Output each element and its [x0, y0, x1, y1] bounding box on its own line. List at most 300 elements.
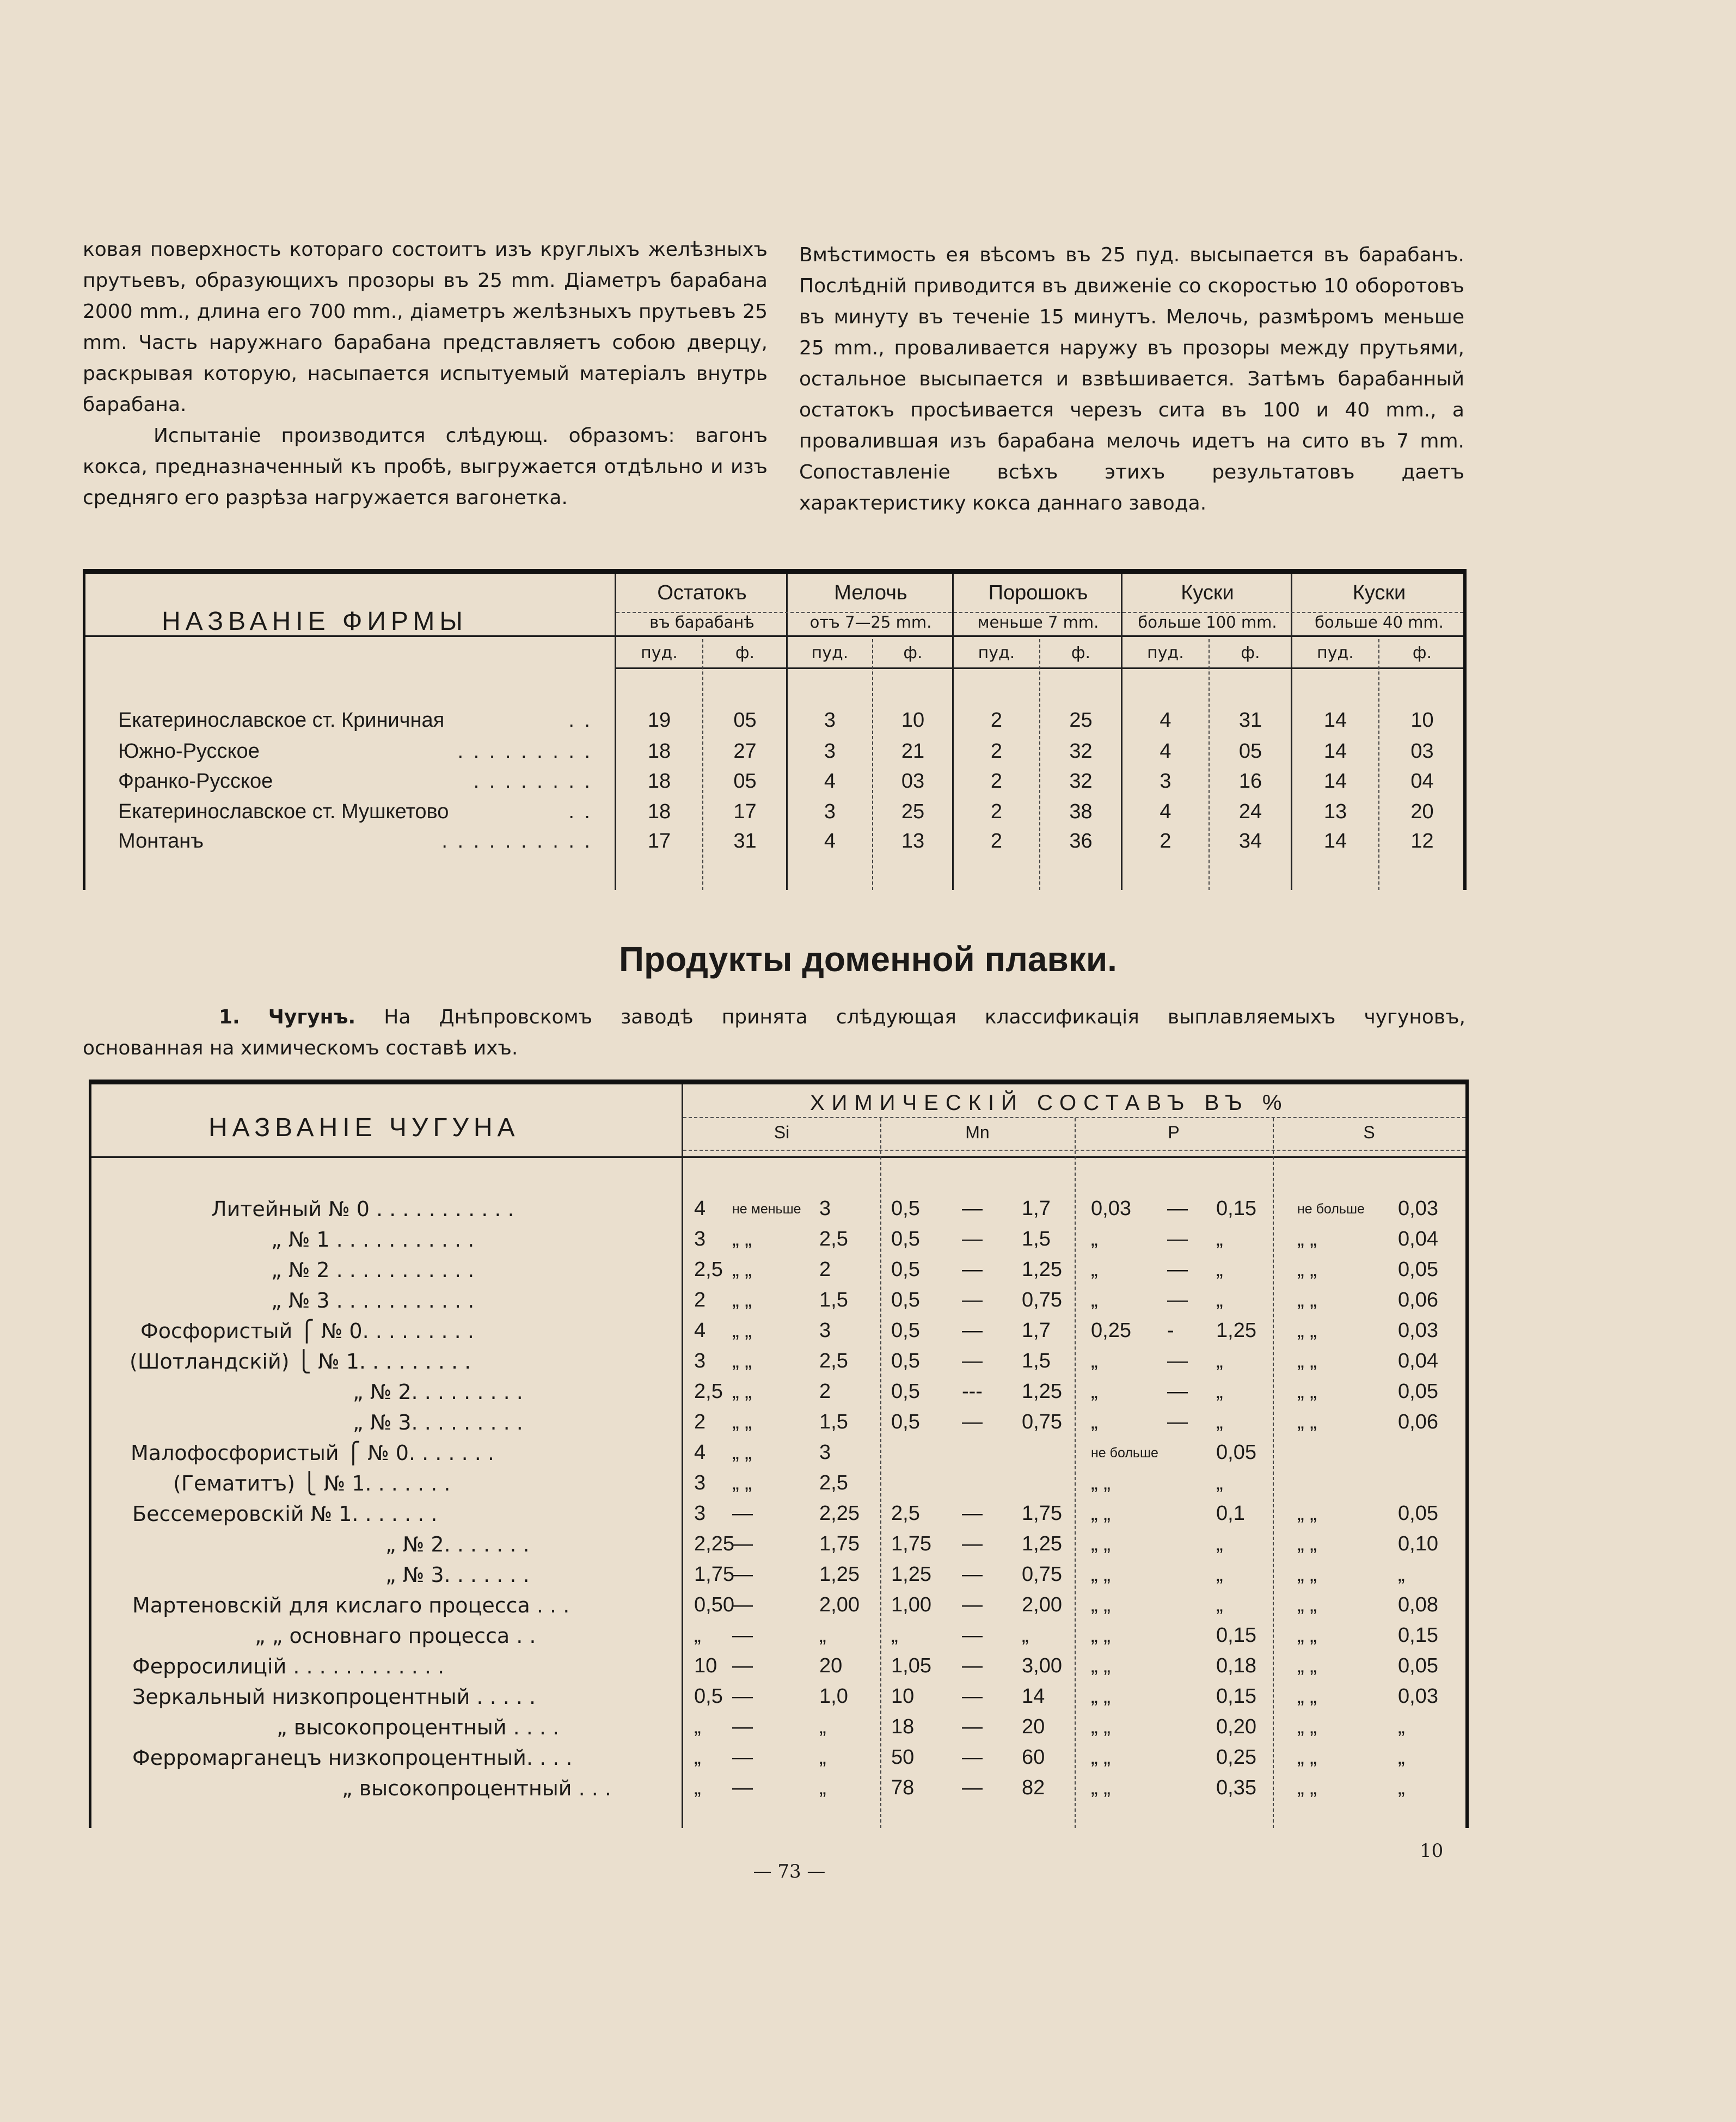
mn-value: — [962, 1228, 983, 1250]
p-value: „ [1216, 1350, 1223, 1372]
s-value: 0,05 [1398, 1258, 1438, 1281]
mn-value: 50 [891, 1746, 915, 1769]
mn-value: 1,5 [1022, 1350, 1051, 1372]
coke-unit-f: ф. [1071, 643, 1091, 663]
p-value: 0,25 [1091, 1319, 1131, 1342]
iron-composition-table [89, 1080, 1469, 1828]
coke-cell: 24 [1238, 800, 1262, 823]
mn-value: — [962, 1197, 983, 1220]
p-value: „ „ [1091, 1563, 1111, 1586]
p-value: — [1167, 1289, 1188, 1311]
s-value: „ „ [1297, 1289, 1317, 1311]
si-value: 1,25 [819, 1563, 860, 1586]
p-value: „ [1091, 1410, 1098, 1433]
mn-value: 60 [1022, 1746, 1045, 1769]
p-value: 0,18 [1216, 1654, 1256, 1677]
coke-cell: 21 [901, 740, 925, 763]
p-value: 0,03 [1091, 1197, 1131, 1220]
coke-unit-pud: пуд. [1147, 643, 1184, 663]
coke-cell: 14 [1323, 709, 1347, 732]
si-value: 1,5 [819, 1289, 848, 1311]
coke-cell: 36 [1069, 830, 1093, 853]
s-value: 0,04 [1398, 1228, 1438, 1250]
iron-row-name: Ферромарганецъ низкопроцентный. . . . [132, 1746, 573, 1770]
mn-value: 0,75 [1022, 1410, 1062, 1433]
si-value: „ [694, 1746, 701, 1769]
coke-cell: 10 [1410, 709, 1434, 732]
p-value: „ „ [1091, 1532, 1111, 1555]
coke-unit-f: ф. [1412, 643, 1432, 663]
si-value: — [732, 1776, 753, 1799]
mn-value: 2,5 [891, 1502, 920, 1525]
mn-value: „ [1022, 1624, 1029, 1647]
iron-row-name: (Гематитъ) ⎩ № 1. . . . . . . [173, 1471, 451, 1495]
p-value: „ [1091, 1289, 1098, 1311]
si-value: 2,5 [819, 1228, 848, 1250]
coke-cell: 3 [1160, 770, 1171, 793]
iron-row-name: „ № 2. . . . . . . . . [353, 1380, 523, 1404]
coke-row-name: Екатеринославское ст. Мушкетово [118, 800, 449, 823]
mn-value: — [962, 1593, 983, 1616]
coke-cell: 38 [1069, 800, 1093, 823]
iron-row-name: Фосфористый ⎧ № 0. . . . . . . . . [140, 1319, 474, 1343]
mn-value: 0,5 [891, 1289, 920, 1311]
p-value: „ [1091, 1258, 1098, 1281]
mn-value: — [962, 1685, 983, 1708]
iron-col-divider [880, 1118, 881, 1828]
si-value: 2,25 [819, 1502, 860, 1525]
p-value: „ [1216, 1410, 1223, 1433]
si-value: 10 [694, 1654, 717, 1677]
p-value: „ „ [1091, 1624, 1111, 1647]
coke-cell: 12 [1410, 830, 1434, 853]
si-value: — [732, 1685, 753, 1708]
coke-cell: 05 [733, 770, 757, 793]
right-paragraph: Вмѣстимость ея вѣсомъ въ 25 пуд. высыпается въ барабанъ. Послѣдній приводится въ движеніе со скоростью 10 оборотовъ въ минуту въ теченіе 15 минутъ. Мелочь, размѣромъ меньше 25 mm., проваливается наружу въ прозоры между прутьями, остальное высыпается и взвѣшивается. Затѣмъ барабанный остатокъ просѣивается черезъ сита въ 100 и 40 mm., а провалившая изъ барабана мелочь идетъ на сито въ 7 mm. Сопоставленіе всѣхъ этихъ результатовъ даетъ характеристику кокса даннаго завода. [799, 244, 1464, 514]
coke-row-leader: . . [568, 709, 592, 732]
coke-cell: 2 [990, 830, 1003, 853]
coke-cell: 4 [824, 830, 836, 853]
s-value: не больше [1297, 1201, 1365, 1217]
s-value: 0,15 [1398, 1624, 1438, 1647]
si-value: „ „ [732, 1258, 752, 1281]
si-value: — [732, 1654, 753, 1677]
iron-row-name: Бессемеровскій № 1. . . . . . . [132, 1502, 438, 1526]
si-value: „ [819, 1746, 826, 1769]
iron-col-label: Mn [965, 1123, 990, 1142]
mn-value: 0,5 [891, 1197, 920, 1220]
p-value: - [1167, 1319, 1174, 1342]
right-column-text [799, 240, 1464, 519]
iron-header-rule [91, 1156, 1465, 1158]
si-value: — [732, 1593, 753, 1616]
s-value: „ „ [1297, 1776, 1317, 1799]
coke-cell: 13 [1323, 800, 1347, 823]
p-value: „ „ [1091, 1746, 1111, 1769]
coke-unit-pud: пуд. [811, 643, 849, 663]
p-value: 0,1 [1216, 1502, 1245, 1525]
coke-cell: 18 [647, 740, 671, 763]
p-value: „ [1216, 1258, 1223, 1281]
coke-row-name: Монтанъ [118, 830, 204, 853]
coke-cell: 27 [733, 740, 757, 763]
s-value: „ [1398, 1563, 1405, 1586]
coke-name-header: НАЗВАНІЕ ФИРМЫ [162, 607, 468, 636]
mn-value: 0,5 [891, 1380, 920, 1403]
coke-row-leader: . . . . . . . . . . [441, 830, 592, 853]
coke-cell: 3 [824, 800, 836, 823]
p-value: 0,15 [1216, 1685, 1256, 1708]
mn-value: 0,5 [891, 1350, 920, 1372]
si-value: „ „ [732, 1228, 752, 1250]
coke-cell: 17 [647, 830, 671, 853]
iron-row-name: „ № 2 . . . . . . . . . . . [271, 1258, 475, 1282]
mn-value: — [962, 1746, 983, 1769]
iron-row-name: „ „ основнаго процесса . . [255, 1624, 536, 1648]
si-value: 2 [819, 1380, 831, 1403]
iron-row-name: Зеркальный низкопроцентный . . . . . [132, 1685, 536, 1709]
si-value: 4 [694, 1319, 706, 1342]
s-value: „ „ [1297, 1380, 1317, 1403]
coke-cell: 32 [1069, 770, 1093, 793]
coke-unit-f: ф. [903, 643, 923, 663]
s-value: „ „ [1297, 1593, 1317, 1616]
left-paragraph-2: Испытаніе производится слѣдующ. образомъ: вагонъ кокса, предназначенный къ пробѣ, выгружается отдѣльно и изъ средняго его разрѣза нагружается вагонетка. [83, 425, 768, 509]
mn-value: 0,5 [891, 1228, 920, 1250]
coke-group-title: Куски [1352, 581, 1406, 604]
si-value: не меньше [732, 1201, 801, 1217]
s-value: „ „ [1297, 1319, 1317, 1342]
mn-value: 2,00 [1022, 1593, 1062, 1616]
coke-cell: 10 [901, 709, 925, 732]
iron-col-label: Si [774, 1123, 790, 1142]
mn-value: 3,00 [1022, 1654, 1062, 1677]
si-value: 1,75 [694, 1563, 734, 1586]
si-value: — [732, 1746, 753, 1769]
si-value: 3 [694, 1471, 706, 1494]
si-value: „ [694, 1715, 701, 1738]
s-value: 0,05 [1398, 1380, 1438, 1403]
si-value: 2,5 [819, 1471, 848, 1494]
iron-row-name: „ высокопроцентный . . . . [277, 1715, 560, 1739]
si-value: „ „ [732, 1289, 752, 1311]
s-value: „ „ [1297, 1258, 1317, 1281]
si-value: 3 [694, 1350, 706, 1372]
mn-value: — [962, 1715, 983, 1738]
mn-value: 1,25 [891, 1563, 931, 1586]
si-value: „ „ [732, 1471, 752, 1494]
s-value: „ „ [1297, 1685, 1317, 1708]
si-value: 2,5 [694, 1380, 723, 1403]
p-value: 1,25 [1216, 1319, 1256, 1342]
s-value: 0,03 [1398, 1197, 1438, 1220]
mn-value: --- [962, 1380, 983, 1403]
intro-line-2: основанная на химическомъ составѣ ихъ. [83, 1037, 518, 1059]
p-value: „ [1216, 1471, 1223, 1494]
p-value: — [1167, 1258, 1188, 1281]
si-value: — [732, 1563, 753, 1586]
s-value: 0,05 [1398, 1654, 1438, 1677]
p-value: „ „ [1091, 1685, 1111, 1708]
coke-group-subtitle: меньше 7 mm. [977, 613, 1099, 631]
mn-value: — [962, 1410, 983, 1433]
coke-cell: 4 [824, 770, 836, 793]
si-value: 2,00 [819, 1593, 860, 1616]
coke-cell: 3 [824, 740, 836, 763]
coke-group-title: Куски [1181, 581, 1234, 604]
s-value: „ „ [1297, 1228, 1317, 1250]
coke-cell: 19 [647, 709, 671, 732]
coke-cell: 25 [901, 800, 925, 823]
mn-value: 1,7 [1022, 1319, 1051, 1342]
coke-unit-f: ф. [735, 643, 755, 663]
mn-value: 1,7 [1022, 1197, 1051, 1220]
left-paragraph-1: ковая поверхность котораго состоитъ изъ круглыхъ желѣзныхъ прутьевъ, образующихъ прозоры въ 25 mm. Діаметръ барабана 2000 mm., длина его 700 mm., діаметръ желѣзныхъ прутьевъ 25 mm. Часть наружнаго барабана представляетъ собою дверцу, раскрывая которую, насыпается испытуемый матеріалъ внутрь барабана. [83, 238, 768, 416]
iron-row-name: „ № 3. . . . . . . [385, 1563, 530, 1587]
si-value: — [732, 1532, 753, 1555]
coke-group-subtitle: больше 40 mm. [1315, 613, 1444, 631]
si-value: 1,5 [819, 1410, 848, 1433]
p-value: — [1167, 1350, 1188, 1372]
coke-group-title: Мелочь [834, 581, 907, 604]
p-value: не больше [1091, 1445, 1158, 1461]
p-value: „ „ [1091, 1654, 1111, 1677]
si-value: 3 [694, 1228, 706, 1250]
s-value: „ „ [1297, 1350, 1317, 1372]
coke-group-title: Порошокъ [988, 581, 1088, 604]
s-value: 0,10 [1398, 1532, 1438, 1555]
s-value: 0,03 [1398, 1319, 1438, 1342]
si-value: — [732, 1502, 753, 1525]
si-value: 2 [694, 1410, 706, 1433]
mn-value: 0,5 [891, 1319, 920, 1342]
mn-value: — [962, 1563, 983, 1586]
si-value: 2 [819, 1258, 831, 1281]
mn-value: 1,05 [891, 1654, 931, 1677]
p-value: „ [1091, 1380, 1098, 1403]
coke-cell: 03 [1410, 740, 1434, 763]
s-value: „ „ [1297, 1502, 1317, 1525]
si-value: „ „ [732, 1319, 752, 1342]
intro-bold: Чугунъ. [268, 1006, 356, 1028]
mn-value: 18 [891, 1715, 915, 1738]
intro-number: 1. [219, 1006, 240, 1028]
p-value: — [1167, 1197, 1188, 1220]
p-value: „ [1216, 1532, 1223, 1555]
iron-row-name: „ № 3. . . . . . . . . [353, 1410, 523, 1434]
s-value: „ [1398, 1776, 1405, 1799]
iron-row-name: Литейный № 0 . . . . . . . . . . . [211, 1197, 514, 1221]
left-column-text [83, 234, 768, 513]
s-value: „ [1398, 1715, 1405, 1738]
s-value: 0,05 [1398, 1502, 1438, 1525]
s-value: 0,04 [1398, 1350, 1438, 1372]
s-value: „ „ [1297, 1532, 1317, 1555]
p-value: „ „ [1091, 1502, 1111, 1525]
s-value: „ „ [1297, 1715, 1317, 1738]
mn-value: 1,5 [1022, 1228, 1051, 1250]
p-value: „ „ [1091, 1715, 1111, 1738]
coke-row-leader: . . . . . . . . [473, 770, 592, 793]
coke-cell: 4 [1160, 709, 1171, 732]
mn-value: 0,75 [1022, 1289, 1062, 1311]
si-value: — [732, 1715, 753, 1738]
iron-col-label: S [1363, 1123, 1375, 1142]
mn-value: 1,25 [1022, 1258, 1062, 1281]
mn-value: — [962, 1350, 983, 1372]
coke-cell: 3 [824, 709, 836, 732]
p-value: „ [1216, 1380, 1223, 1403]
coke-cell: 14 [1323, 830, 1347, 853]
mn-value: 10 [891, 1685, 915, 1708]
s-value: „ „ [1297, 1746, 1317, 1769]
mn-value: 1,75 [1022, 1502, 1062, 1525]
mn-value: 0,75 [1022, 1563, 1062, 1586]
si-value: „ [819, 1776, 826, 1799]
p-value: „ „ [1091, 1776, 1111, 1799]
si-value: 1,75 [819, 1532, 860, 1555]
s-value: „ „ [1297, 1624, 1317, 1647]
coke-group-subtitle: отъ 7—25 mm. [809, 613, 932, 631]
si-value: — [732, 1624, 753, 1647]
mn-value: 1,25 [1022, 1380, 1062, 1403]
coke-cell: 18 [647, 770, 671, 793]
coke-cell: 13 [901, 830, 925, 853]
coke-unit-pud: пуд. [1317, 643, 1354, 663]
coke-row-leader: . . . . . . . . . [457, 740, 592, 763]
coke-unit-pud: пуд. [641, 643, 678, 663]
s-value: „ [1398, 1746, 1405, 1769]
page-number: — 73 — [753, 1861, 826, 1882]
coke-cell: 25 [1069, 709, 1093, 732]
coke-row-name: Южно-Русское [118, 740, 260, 763]
mn-value: — [962, 1289, 983, 1311]
si-value: 20 [819, 1654, 843, 1677]
mn-value: — [962, 1624, 983, 1647]
mn-value: „ [891, 1624, 898, 1647]
coke-cell: 03 [901, 770, 925, 793]
signature-mark: 10 [1420, 1840, 1444, 1862]
mn-value: 1,00 [891, 1593, 931, 1616]
si-value: 2,5 [694, 1258, 723, 1281]
p-value: „ „ [1091, 1593, 1111, 1616]
iron-row-name: „ № 3 . . . . . . . . . . . [271, 1289, 475, 1313]
si-value: 2,5 [819, 1350, 848, 1372]
si-value: „ „ [732, 1410, 752, 1433]
s-value: „ „ [1297, 1654, 1317, 1677]
coke-header-rule [85, 635, 1463, 637]
s-value: 0,08 [1398, 1593, 1438, 1616]
p-value: „ [1216, 1228, 1223, 1250]
si-value: 2,25 [694, 1532, 734, 1555]
si-value: 2 [694, 1289, 706, 1311]
si-value: 0,50 [694, 1593, 734, 1616]
iron-row-name: Ферросилицій . . . . . . . . . . . . [132, 1654, 445, 1678]
coke-group-subtitle: больше 100 mm. [1138, 613, 1277, 631]
coke-group-title: Остатокъ [657, 581, 747, 604]
intro-line-1: На Днѣпровскомъ заводѣ принята слѣдующая классификація выплавляемыхъ чугуновъ, [384, 1006, 1465, 1028]
chem-composition-header: ХИМИЧЕСКІЙ СОСТАВЪ ВЪ % [810, 1091, 1289, 1115]
coke-cell: 17 [733, 800, 757, 823]
mn-value: — [962, 1258, 983, 1281]
iron-col-divider [1075, 1118, 1076, 1828]
si-value: 3 [819, 1441, 831, 1464]
p-value: „ [1091, 1228, 1098, 1250]
iron-row-name: „ № 1 . . . . . . . . . . . [271, 1228, 475, 1252]
mn-value: — [962, 1532, 983, 1555]
coke-group-subtitle: въ барабанѣ [649, 613, 754, 631]
p-value: „ [1091, 1350, 1098, 1372]
si-value: „ [694, 1776, 701, 1799]
coke-cell: 2 [990, 709, 1003, 732]
si-value: „ „ [732, 1350, 752, 1372]
s-value: 0,06 [1398, 1289, 1438, 1311]
si-value: 0,5 [694, 1685, 723, 1708]
coke-test-table [83, 569, 1467, 890]
si-value: „ [694, 1624, 701, 1647]
iron-intro [83, 1002, 1465, 1064]
coke-unit-f: ф. [1241, 643, 1260, 663]
si-value: 3 [819, 1319, 831, 1342]
mn-value: 20 [1022, 1715, 1045, 1738]
p-value: 0,15 [1216, 1197, 1256, 1220]
iron-col-label: P [1168, 1123, 1180, 1142]
iron-row-name: Малофосфористый ⎧ № 0. . . . . . . [131, 1441, 494, 1465]
si-value: 1,0 [819, 1685, 848, 1708]
p-value: „ [1216, 1289, 1223, 1311]
mn-value: 1,25 [1022, 1532, 1062, 1555]
coke-cell: 2 [1160, 830, 1171, 853]
coke-row-name: Франко-Русское [118, 770, 273, 793]
si-value: 4 [694, 1197, 706, 1220]
mn-value: 1,75 [891, 1532, 931, 1555]
iron-row-name: Мартеновскій для кислаго процесса . . . [132, 1593, 570, 1617]
p-value: 0,05 [1216, 1441, 1256, 1464]
p-value: 0,15 [1216, 1624, 1256, 1647]
mn-value: — [962, 1776, 983, 1799]
s-value: 0,06 [1398, 1410, 1438, 1433]
mn-value: 82 [1022, 1776, 1045, 1799]
s-value: „ „ [1297, 1410, 1317, 1433]
coke-cell: 05 [733, 709, 757, 732]
coke-row-leader: . . [568, 800, 592, 823]
p-value: „ [1216, 1563, 1223, 1586]
coke-cell: 31 [1238, 709, 1262, 732]
coke-cell: 4 [1160, 740, 1171, 763]
coke-cell: 2 [990, 770, 1003, 793]
si-value: „ [819, 1715, 826, 1738]
si-value: „ [819, 1624, 826, 1647]
p-value: — [1167, 1410, 1188, 1433]
mn-value: — [962, 1319, 983, 1342]
si-value: „ „ [732, 1441, 752, 1464]
coke-cell: 34 [1238, 830, 1262, 853]
p-value: — [1167, 1228, 1188, 1250]
p-value: 0,20 [1216, 1715, 1256, 1738]
si-value: 3 [819, 1197, 831, 1220]
coke-cell: 4 [1160, 800, 1171, 823]
mn-value: — [962, 1502, 983, 1525]
p-value: — [1167, 1380, 1188, 1403]
coke-cell: 32 [1069, 740, 1093, 763]
coke-cell: 16 [1238, 770, 1262, 793]
iron-col-divider [1273, 1118, 1274, 1828]
iron-row-name: (Шотландскій) ⎩ № 1. . . . . . . . . [130, 1350, 471, 1373]
coke-cell: 31 [733, 830, 757, 853]
mn-value: 0,5 [891, 1410, 920, 1433]
s-value: 0,03 [1398, 1685, 1438, 1708]
iron-row-name: „ высокопроцентный . . . [342, 1776, 611, 1800]
